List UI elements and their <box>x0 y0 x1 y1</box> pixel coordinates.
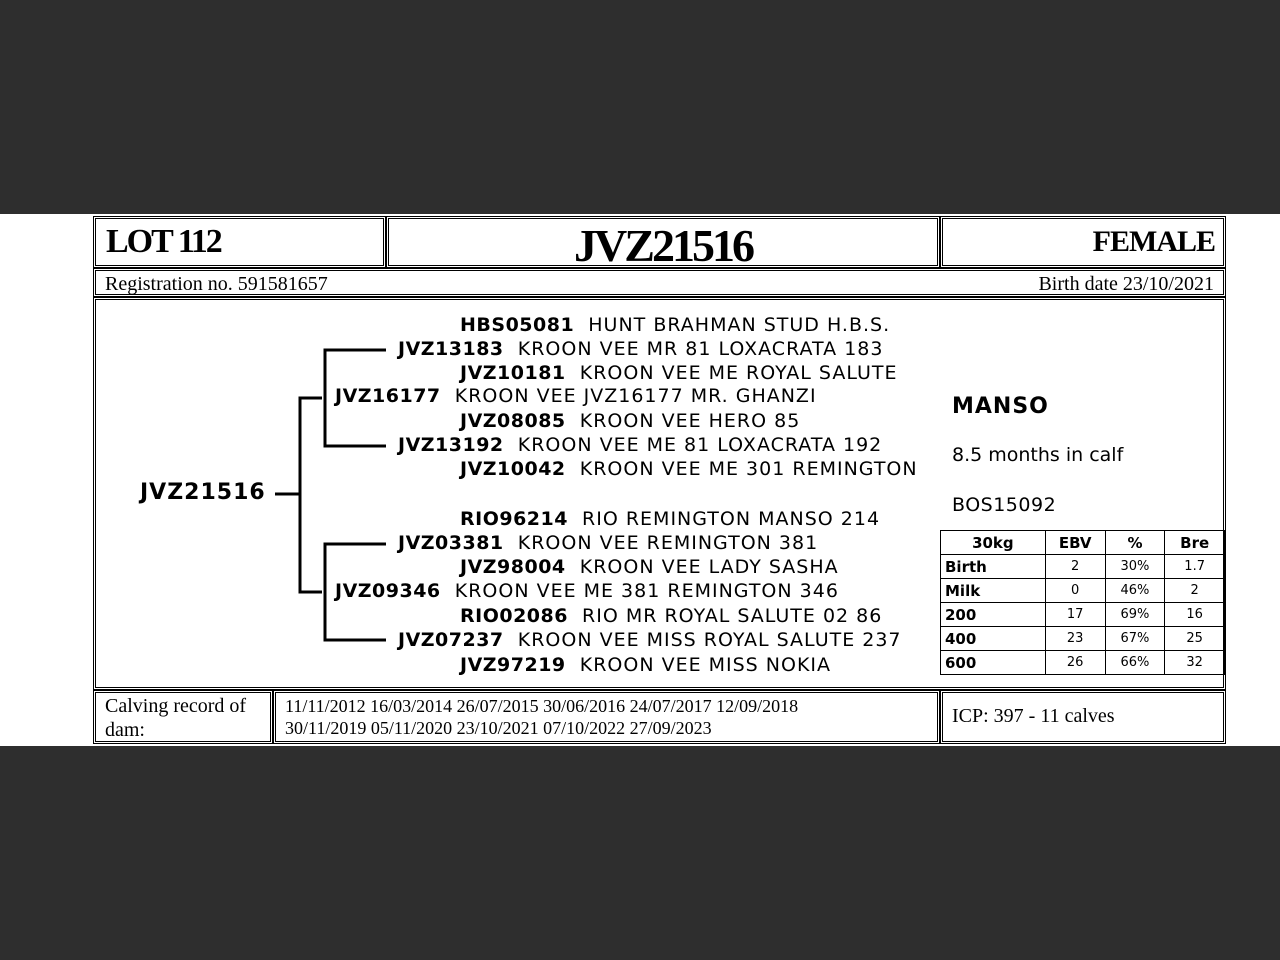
pedigree-line-14: JVZ97219 KROON VEE MISS NOKIA <box>460 654 832 676</box>
ebv-percent: 66% <box>1105 651 1165 675</box>
lot-number: LOT 112 <box>106 223 221 260</box>
ebv-row <box>941 627 1225 651</box>
ebv-row <box>941 555 1225 579</box>
animal-id: JVZ21516 <box>574 220 752 271</box>
ebv-value: 17 <box>1045 603 1105 627</box>
animal-sex: FEMALE <box>1092 225 1215 258</box>
ebv-header-weight: 30kg <box>941 531 1046 555</box>
registration-number: Registration no. 591581657 <box>105 273 328 295</box>
service-sire: MANSO <box>952 394 1049 419</box>
sex-box <box>940 216 1226 268</box>
ebv-row <box>941 603 1225 627</box>
pedigree-line-1: HBS05081 HUNT BRAHMAN STUD H.B.S. <box>460 314 891 336</box>
ebv-breed-avg: 2 <box>1165 579 1225 603</box>
calving-label-box <box>93 690 273 744</box>
ebv-value: 23 <box>1045 627 1105 651</box>
ebv-percent: 30% <box>1105 555 1165 579</box>
pedigree-line-4: JVZ16177 KROON VEE JVZ16177 MR. GHANZI <box>335 385 817 407</box>
ebv-row-label: Birth <box>941 555 1046 579</box>
ebv-percent: 46% <box>1105 579 1165 603</box>
pedigree-line-6: JVZ13192 KROON VEE ME 81 LOXACRATA 192 <box>398 434 883 456</box>
ebv-row <box>941 651 1225 675</box>
ebv-header-row <box>941 531 1225 555</box>
pedigree-subject: JVZ21516 <box>140 480 266 505</box>
pedigree-line-9: JVZ03381 KROON VEE REMINGTON 381 <box>398 532 819 554</box>
birth-date: Birth date 23/10/2021 <box>1038 273 1214 295</box>
icp-box <box>940 690 1226 744</box>
ebv-header-ebv: EBV <box>1045 531 1105 555</box>
animal-id-box <box>386 216 940 271</box>
ebv-breed-avg: 16 <box>1165 603 1225 627</box>
registration-row <box>93 268 1226 297</box>
icp-value: ICP: 397 - 11 calves <box>952 705 1115 727</box>
ebv-percent: 69% <box>1105 603 1165 627</box>
ebv-row-label: 400 <box>941 627 1046 651</box>
calving-dates: 11/11/2012 16/03/2014 26/07/2015 30/06/2016 24/07/2017 12/09/2018 30/11/2019 05/11/2020 23/10/2021 07/10/2022 27/09/2023 <box>285 696 799 738</box>
ebv-row-label: 600 <box>941 651 1046 675</box>
pedigree-panel <box>93 297 1226 690</box>
ebv-value: 0 <box>1045 579 1105 603</box>
ebv-breed-avg: 1.7 <box>1165 555 1225 579</box>
ebv-header-pct: % <box>1105 531 1165 555</box>
calving-record-label: Calving record of dam: <box>105 695 247 741</box>
ebv-percent: 67% <box>1105 627 1165 651</box>
ebv-value: 2 <box>1045 555 1105 579</box>
ebv-row-label: 200 <box>941 603 1046 627</box>
pedigree-line-12: RIO02086 RIO MR ROYAL SALUTE 02 86 <box>460 605 883 627</box>
ebv-table <box>940 530 1225 675</box>
lot-card <box>0 214 1280 746</box>
pedigree-line-3: JVZ10181 KROON VEE ME ROYAL SALUTE <box>460 362 898 384</box>
pedigree-line-7: JVZ10042 KROON VEE ME 301 REMINGTON <box>460 458 918 480</box>
in-calf-status: 8.5 months in calf <box>952 444 1124 466</box>
pedigree-line-10: JVZ98004 KROON VEE LADY SASHA <box>460 556 839 578</box>
calving-dates-box <box>273 690 940 744</box>
ebv-row <box>941 579 1225 603</box>
ebv-value: 26 <box>1045 651 1105 675</box>
ebv-breed-avg: 32 <box>1165 651 1225 675</box>
lot-box <box>93 216 386 268</box>
pedigree-line-11: JVZ09346 KROON VEE ME 381 REMINGTON 346 <box>335 580 839 602</box>
pedigree-line-5: JVZ08085 KROON VEE HERO 85 <box>460 410 801 432</box>
pedigree-line-8: RIO96214 RIO REMINGTON MANSO 214 <box>460 508 881 530</box>
service-sire-code: BOS15092 <box>952 494 1057 516</box>
pedigree-line-13: JVZ07237 KROON VEE MISS ROYAL SALUTE 237 <box>398 629 902 651</box>
pedigree-line-2: JVZ13183 KROON VEE MR 81 LOXACRATA 183 <box>398 338 884 360</box>
ebv-row-label: Milk <box>941 579 1046 603</box>
ebv-header-bre: Bre <box>1165 531 1225 555</box>
ebv-breed-avg: 25 <box>1165 627 1225 651</box>
